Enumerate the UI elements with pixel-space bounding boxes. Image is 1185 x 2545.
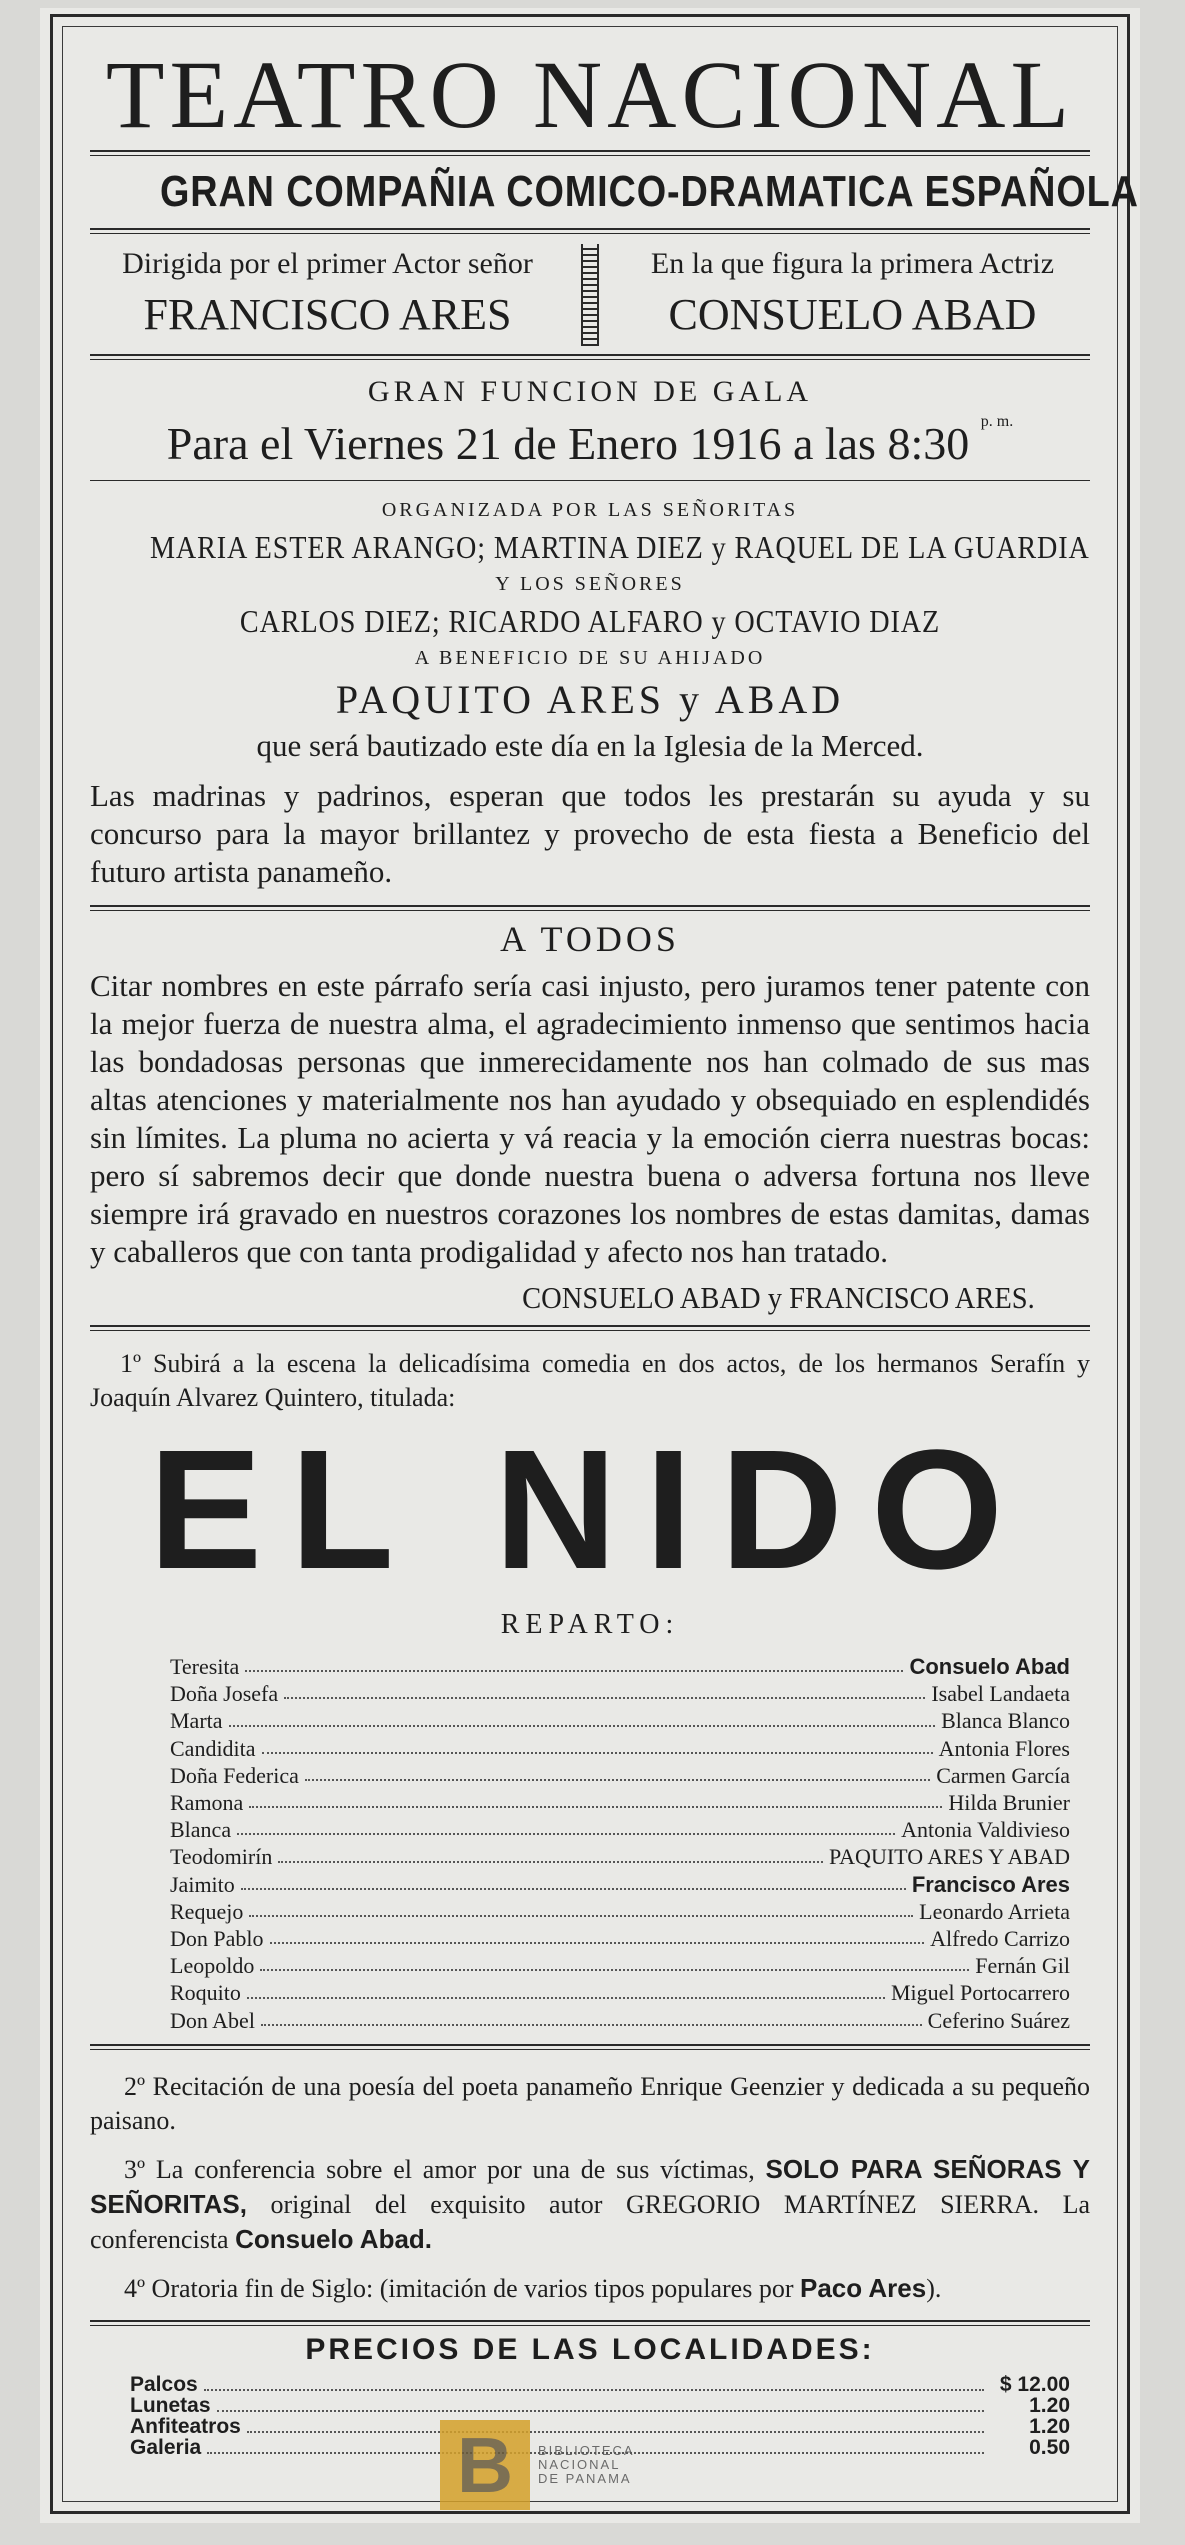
cast-actor: Francisco Ares <box>911 1871 1070 1897</box>
cast-row <box>170 1898 1070 1925</box>
leader-dots <box>249 1789 942 1808</box>
item-1-text: 1º Subirá a la escena la delicadísima comedia en dos actos, de los hermanos Serafín y Joaquín Alvarez Quintero, titulada: <box>90 1349 1090 1412</box>
cast-actor: Consuelo Abad <box>909 1654 1070 1679</box>
cast-actor: Hilda Brunier <box>948 1790 1070 1816</box>
gala-heading: GRAN FUNCION DE GALA <box>367 375 813 408</box>
cast-role: Teresita <box>170 1654 240 1679</box>
gentlemen-label: Y LOS SEÑORES <box>495 573 685 595</box>
cast-role: Jaimito <box>170 1871 235 1897</box>
cast-role: Requejo <box>170 1898 244 1924</box>
actress-block <box>615 244 1090 346</box>
baptism-line: que será bautizado este día en la Iglesia de la Merced. <box>256 728 924 763</box>
cast-role: Doña Josefa <box>170 1681 279 1707</box>
organizers-gentlemen: CARLOS DIEZ; RICARDO ALFARO y OCTAVIO DIAZ <box>239 603 941 639</box>
a-todos-heading: A TODOS <box>500 919 680 959</box>
cast-row <box>170 1680 1070 1707</box>
leader-dots <box>278 1843 823 1862</box>
item-3 <box>90 2152 1090 2257</box>
leader-dots <box>204 2374 984 2391</box>
cast-row <box>170 1735 1070 1762</box>
honoree-name: PAQUITO ARES y ABAD <box>335 677 845 722</box>
cast-actor: Leonardo Arrieta <box>919 1898 1070 1924</box>
cast-row <box>170 1653 1070 1680</box>
ornament-divider <box>581 244 599 346</box>
price-label: Anfiteatros <box>130 2414 241 2438</box>
library-watermark <box>440 2420 680 2510</box>
leader-dots <box>262 1735 933 1754</box>
cast-row <box>170 1979 1070 2006</box>
gala-date-text: Para el Viernes 21 de Enero 1916 a las 8:30 <box>166 418 970 469</box>
price-value: $ 12.00 <box>999 2372 1070 2396</box>
director-intro: Dirigida por el primer Actor señor <box>122 247 533 280</box>
watermark-logo: B <box>440 2420 530 2510</box>
organizers-ladies: MARIA ESTER ARANGO; MARTINA DIEZ y RAQUEL DE LA GUARDIA <box>150 529 1090 565</box>
cast-role: Don Abel <box>170 2007 255 2033</box>
cast-row <box>170 1816 1070 1843</box>
gala-date <box>90 414 1090 474</box>
godparents-paragraph: Las madrinas y padrinos, esperan que todos les prestarán su ayuda y su concurso para la mayor brillantez y provecho de esta fiesta a Beneficio del futuro artista panameño. <box>90 778 1090 889</box>
item-3-b: SOLO PARA SEÑORAS Y SEÑORITAS, <box>90 2153 1090 2219</box>
organizers-label: ORGANIZADA POR LAS SEÑORITAS <box>381 499 799 521</box>
divider <box>90 228 1090 234</box>
a-todos-paragraph: Citar nombres en este párrafo sería casi injusto, pero juramos tener patente con la mejor fuerza de nuestra alma, el agradecimiento inmenso que sentimos hacia las bondadosas personas que inmerecidamente nos han colmado de sus mas altas atenciones y materialmente nos han ayudado y obsequiado en esplendidés sin límites. La pluma no acierta y vá reacia y la emoción cierra nuestras bocas: pero sí sabremos decir que donde nuestra buena o adversa fortuna nos lleve siempre irá gravado en nuestros corazones los nombres de estas damitas, damas y caballeros que con tanta prodigalidad y afecto nos han tratado. <box>90 968 1090 1269</box>
play-title: EL NIDO <box>148 1415 1032 1605</box>
leader-dots <box>261 2007 922 2026</box>
actress-name: CONSUELO ABAD <box>668 290 1037 339</box>
price-value: 0.50 <box>1029 2435 1070 2459</box>
poster-content <box>90 40 1139 2459</box>
item-3-d: Consuelo Abad. <box>235 2223 433 2254</box>
director-block <box>90 244 565 346</box>
price-label: Palcos <box>130 2372 198 2396</box>
cast-role: Teodomirín <box>170 1844 273 1870</box>
cast-row <box>170 1871 1070 1898</box>
leader-dots <box>260 1952 969 1971</box>
cast-actor: Carmen García <box>936 1762 1070 1788</box>
prices-heading: PRECIOS DE LAS LOCALIDADES: <box>305 2332 875 2366</box>
cast-role: Doña Federica <box>170 1762 299 1788</box>
item-2: 2º Recitación de una poesía del poeta panameño Enrique Geenzier y dedicada a su pequeño paisano. <box>90 2071 1090 2135</box>
watermark-text <box>538 2444 635 2486</box>
cast-actor: Ceferino Suárez <box>927 2007 1070 2033</box>
cast-actor: Isabel Landaeta <box>931 1681 1070 1707</box>
lead-actors <box>90 244 1090 346</box>
price-row <box>130 2374 1070 2395</box>
price-value: 1.20 <box>1029 2393 1070 2417</box>
cast-role: Candidita <box>170 1735 256 1761</box>
item-3-a: 3º La conferencia sobre el amor por una de sus víctimas, <box>124 2154 755 2184</box>
actress-intro: En la que figura la primera Actriz <box>650 247 1055 280</box>
leader-dots <box>305 1762 930 1781</box>
price-label: Lunetas <box>130 2393 211 2417</box>
item-4-a: 4º Oratoria fin de Siglo: (imitación de varios tipos populares por <box>124 2273 794 2303</box>
company-name: GRAN COMPAÑIA COMICO-DRAMATICA ESPAÑOLA <box>160 167 1139 216</box>
item-4-b: Paco Ares <box>799 2272 927 2303</box>
cast-row <box>170 1952 1070 1979</box>
cast-actor: Fernán Gil <box>975 1953 1070 1979</box>
cast-list <box>170 1653 1070 2034</box>
watermark-line: DE PANAMA <box>538 2471 632 2486</box>
benefit-label: A BENEFICIO DE SU AHIJADO <box>414 647 766 669</box>
cast-row <box>170 1762 1070 1789</box>
leader-dots <box>249 1898 913 1917</box>
leader-dots <box>237 1816 895 1835</box>
cast-row <box>170 2007 1070 2034</box>
divider <box>90 1325 1090 1331</box>
divider <box>90 480 1090 481</box>
watermark-line: BIBLIOTECA <box>538 2443 635 2458</box>
cast-actor: Antonia Valdivieso <box>901 1817 1070 1843</box>
leader-dots <box>229 1707 936 1726</box>
reparto-heading: REPARTO: <box>500 1609 680 1640</box>
leader-dots <box>284 1680 925 1699</box>
cast-row <box>170 1707 1070 1734</box>
leader-dots <box>270 1925 925 1944</box>
director-name: FRANCISCO ARES <box>143 290 512 339</box>
cast-actor: Alfredo Carrizo <box>930 1926 1070 1952</box>
cast-role: Ramona <box>170 1790 244 1816</box>
price-row <box>130 2395 1070 2416</box>
item-4-c: ). <box>926 2273 942 2303</box>
cast-actor: Antonia Flores <box>938 1735 1070 1761</box>
price-label: Galeria <box>130 2435 202 2459</box>
leader-dots <box>247 1979 885 1998</box>
cast-row <box>170 1843 1070 1870</box>
cast-actor: PAQUITO ARES Y ABAD <box>828 1844 1070 1870</box>
signature: CONSUELO ABAD y FRANCISCO ARES. <box>522 1280 1035 1315</box>
divider <box>90 354 1090 360</box>
leader-dots <box>241 1871 906 1890</box>
cast-role: Blanca <box>170 1817 232 1843</box>
item-4 <box>90 2271 1090 2306</box>
cast-role: Marta <box>170 1708 223 1734</box>
cast-actor: Blanca Blanco <box>941 1708 1070 1734</box>
gala-ampm: p. m. <box>980 413 1014 430</box>
watermark-line: NACIONAL <box>538 2457 621 2472</box>
item-3-c: original del exquisito autor GREGORIO MARTÍNEZ SIERRA. La conferencista <box>90 2189 1091 2254</box>
leader-dots <box>245 1653 903 1672</box>
cast-role: Roquito <box>170 1980 241 2006</box>
poster-title: TEATRO NACIONAL <box>105 41 1075 148</box>
program-items <box>90 2070 1090 2306</box>
cast-role: Don Pablo <box>170 1926 264 1952</box>
cast-row <box>170 1925 1070 1952</box>
cast-role: Leopoldo <box>170 1953 255 1979</box>
price-value: 1.20 <box>1029 2414 1070 2438</box>
divider <box>90 2044 1090 2050</box>
cast-actor: Miguel Portocarrero <box>891 1980 1070 2006</box>
leader-dots <box>217 2395 984 2412</box>
cast-row <box>170 1789 1070 1816</box>
